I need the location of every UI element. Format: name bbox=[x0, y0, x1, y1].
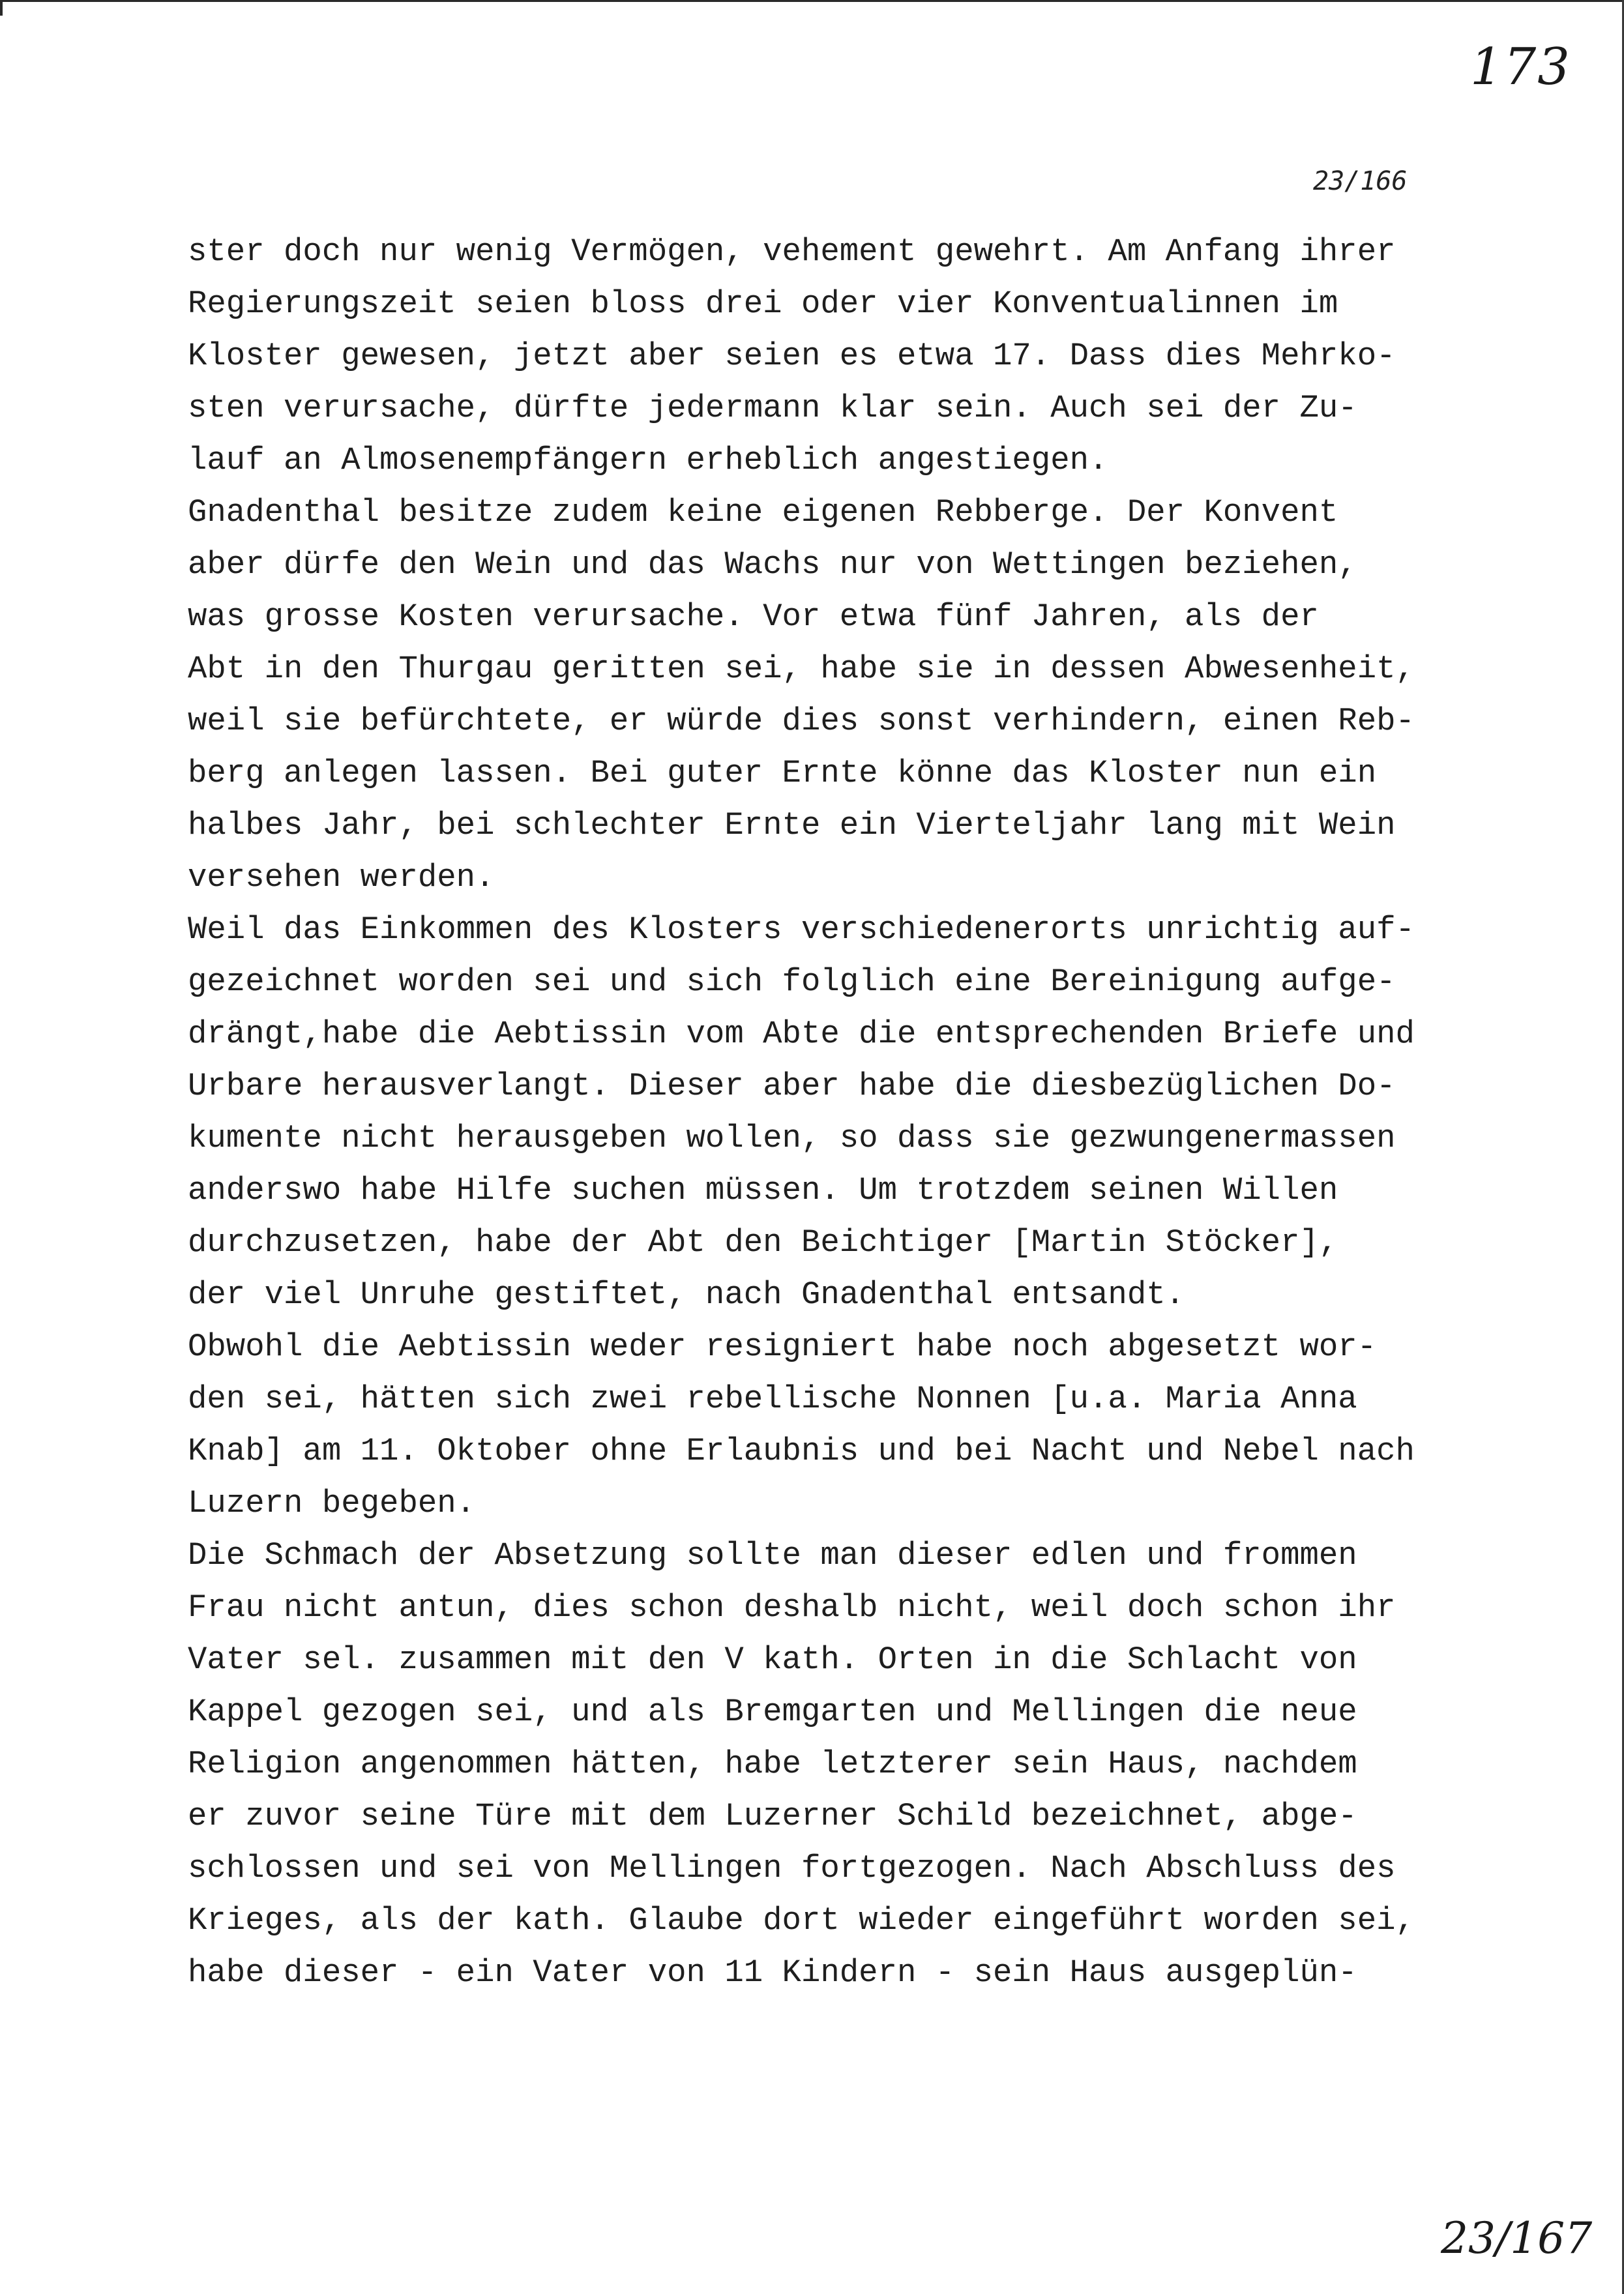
text-line: lauf an Almosenempfängern erheblich angestiegen. bbox=[188, 442, 1108, 478]
text-line: Religion angenommen hätten, habe letzterer sein Haus, nachdem bbox=[188, 1746, 1357, 1782]
text-line: Krieges, als der kath. Glaube dort wieder eingeführt worden sei, bbox=[188, 1902, 1415, 1939]
scan-border-top bbox=[0, 0, 1624, 2]
text-line: weil sie befürchtete, er würde dies sonst verhindern, einen Reb- bbox=[188, 703, 1415, 739]
text-line: ster doch nur wenig Vermögen, vehement gewehrt. Am Anfang ihrer bbox=[188, 233, 1396, 270]
text-line: Vater sel. zusammen mit den V kath. Orten in die Schlacht von bbox=[188, 1641, 1357, 1678]
text-line: Abt in den Thurgau geritten sei, habe sie in dessen Abwesenheit, bbox=[188, 651, 1415, 687]
body-text bbox=[188, 226, 1505, 1999]
text-line: berg anlegen lassen. Bei guter Ernte könne das Kloster nun ein bbox=[188, 755, 1377, 791]
text-line: Urbare herausverlangt. Dieser aber habe die diesbezüglichen Do- bbox=[188, 1068, 1396, 1104]
text-line: Gnadenthal besitze zudem keine eigenen Rebberge. Der Konvent bbox=[188, 494, 1338, 531]
text-line: aber dürfe den Wein und das Wachs nur von Wettingen beziehen, bbox=[188, 546, 1357, 583]
text-line: habe dieser - ein Vater von 11 Kindern - sein Haus ausgeplün- bbox=[188, 1954, 1357, 1991]
text-line: was grosse Kosten verursache. Vor etwa fünf Jahren, als der bbox=[188, 598, 1319, 635]
text-line: den sei, hätten sich zwei rebellische Nonnen [u.a. Maria Anna bbox=[188, 1381, 1357, 1417]
text-line: Kappel gezogen sei, und als Bremgarten und Mellingen die neue bbox=[188, 1694, 1357, 1730]
text-line: Die Schmach der Absetzung sollte man dieser edlen und frommen bbox=[188, 1537, 1357, 1574]
typed-page-number: 23/166 bbox=[1313, 166, 1408, 196]
text-line: gezeichnet worden sei und sich folglich eine Bereinigung aufge- bbox=[188, 963, 1396, 1000]
text-line: Regierungszeit seien bloss drei oder vier Konventualinnen im bbox=[188, 286, 1338, 322]
text-line: drängt,habe die Aebtissin vom Abte die entsprechenden Briefe und bbox=[188, 1016, 1415, 1052]
text-line: Weil das Einkommen des Klosters verschiedenerorts unrichtig auf- bbox=[188, 911, 1415, 948]
text-line: Obwohl die Aebtissin weder resigniert habe noch abgesetzt wor- bbox=[188, 1329, 1377, 1365]
text-line: sten verursache, dürfte jedermann klar sein. Auch sei der Zu- bbox=[188, 390, 1357, 426]
text-line: Luzern begeben. bbox=[188, 1485, 476, 1522]
text-line: Knab] am 11. Oktober ohne Erlaubnis und bei Nacht und Nebel nach bbox=[188, 1433, 1415, 1469]
text-line: er zuvor seine Türe mit dem Luzerner Schild bezeichnet, abge- bbox=[188, 1798, 1357, 1834]
text-line: anderswo habe Hilfe suchen müssen. Um trotzdem seinen Willen bbox=[188, 1172, 1338, 1209]
handwritten-folio-number: 173 bbox=[1470, 38, 1571, 96]
text-line: Frau nicht antun, dies schon deshalb nicht, weil doch schon ihr bbox=[188, 1589, 1396, 1626]
text-line: Kloster gewesen, jetzt aber seien es etwa 17. Dass dies Mehrko- bbox=[188, 338, 1396, 374]
text-line: schlossen und sei von Mellingen fortgezogen. Nach Abschluss des bbox=[188, 1850, 1396, 1887]
text-line: halbes Jahr, bei schlechter Ernte ein Vierteljahr lang mit Wein bbox=[188, 807, 1396, 844]
handwritten-archive-number: 23/167 bbox=[1441, 2213, 1593, 2263]
text-line: der viel Unruhe gestiftet, nach Gnadenthal entsandt. bbox=[188, 1276, 1185, 1313]
scan-border-left-mark bbox=[0, 0, 3, 16]
text-line: kumente nicht herausgeben wollen, so dass sie gezwungenermassen bbox=[188, 1120, 1396, 1156]
text-line: durchzusetzen, habe der Abt den Beichtiger [Martin Stöcker], bbox=[188, 1224, 1338, 1261]
text-line: versehen werden. bbox=[188, 859, 495, 896]
